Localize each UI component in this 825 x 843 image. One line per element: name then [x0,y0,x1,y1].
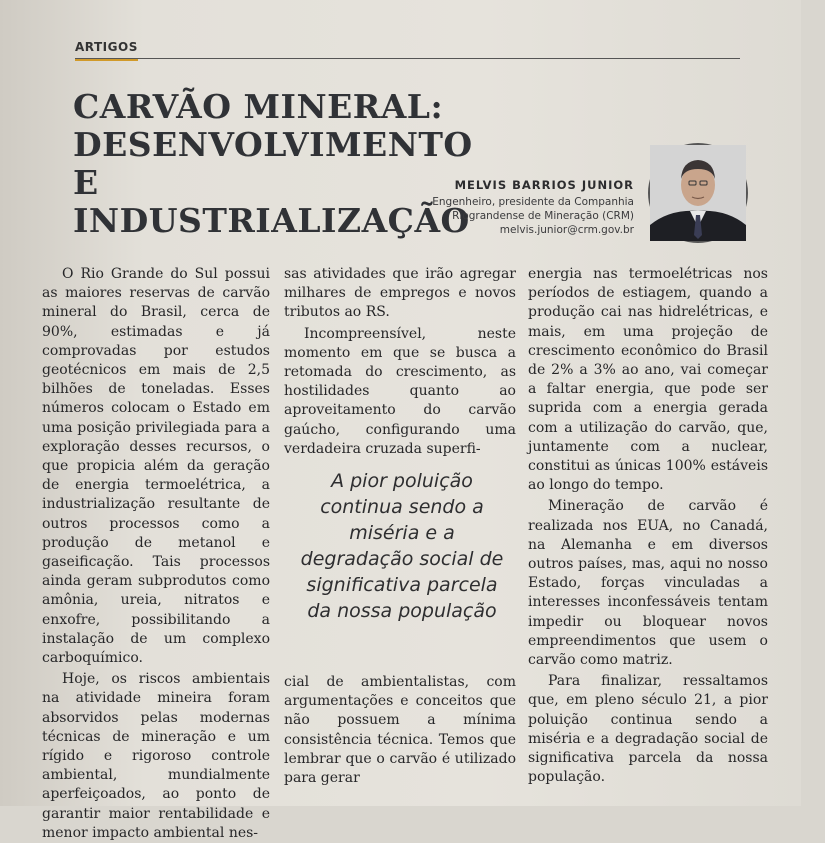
col2-paragraph-2: Incompreensível, neste momento em que se busca a retomada do crescimento, as hostilidades quanto ao aproveitamento do carvão gaúcho, configurando uma verdadeira cruzada superfi- [284,325,516,457]
headline-line-3: INDUSTRIALIZAÇÃO [73,201,470,240]
author-portrait-icon [650,145,746,241]
pull-quote: A pior poluição continua sendo a miséria e a degradação social de significativa parcela da nossa população [300,470,504,622]
col1-paragraph-1: O Rio Grande do Sul possui as maiores reservas de carvão mineral do Brasil, cerca de 90%, estimadas e já comprovadas por estudos geotécnicos em mais de 2,5 bilhões de toneladas. Esses números colocam o Estado em uma posição privilegiada para a exploração desses recursos, o que propicia além da geração de energia termoelétrica, a industrialização resultante de outros processos como a produção de metanol e gaseificação. Tais processos ainda geram subprodutos como amônia, ureia, nitratos e enxofre, possibilitando a instalação de um complexo carboquímico. [42,266,270,667]
author-avatar [648,143,748,243]
col3-paragraph-2: Mineração de carvão é realizada nos EUA, no Canadá, na Alemanha e em diversos outros países, mas, aqui no nosso Estado, forças vinculadas a interesses inconfessáveis tentam impedir ou bloquear novos empreendimentos que usem o carvão como matriz. [528,498,768,669]
section-rule [75,58,740,59]
column-1 [42,265,270,843]
author-email: melvis.junior@crm.gov.br [499,224,634,236]
col1-paragraph-2: Hoje, os riscos ambientais na atividade mineira foram absorvidos pelas modernas técnicas de mineração e um rígido e rigoroso controle ambiental, mundialmente aperfeiçoados, ao ponto de garantir maior rentabilidade e menor impacto ambiental nes- [42,671,270,841]
author-role-2: Riograndense de Mineração (CRM) [452,210,634,222]
headline [73,88,493,240]
byline [432,178,634,237]
author-info [432,195,634,237]
section-tag: ARTIGOS [75,40,138,61]
author-name: MELVIS BARRIOS JUNIOR [454,178,634,192]
col3-paragraph-1: energia nas termoelétricas nos períodos de estiagem, quando a produção cai nas hidrelétricas, e mais, em uma projeção de crescimento econômico do Brasil de 2% a 3% ao ano, vai começar a faltar energia, que pode ser suprida com a energia gerada com a utilização do carvão, que, juntamente com a nuclear, constitui as únicas 100% estáveis ao longo do tempo. [528,266,768,494]
col2-paragraph-1: sas atividades que irão agregar milhares de empregos e novos tributos ao RS. [284,266,516,321]
headline-line-2: DESENVOLVIMENTO E [73,125,473,202]
column-3 [528,265,768,787]
col3-paragraph-3: Para finalizar, ressaltamos que, em pleno século 21, a pior poluição continua sendo a miséria e a degradação social de significativa parcela da nossa população. [528,673,768,786]
col2-paragraph-3: cial de ambientalistas, com argumentações e conceitos que não possuem a mínima consistência técnica. Temos que lembrar que o carvão é utilizado para gerar [284,674,516,787]
column-2-continued [284,673,516,788]
column-2 [284,265,516,459]
headline-line-1: CARVÃO MINERAL: [73,87,444,126]
author-role-1: Engenheiro, presidente da Companhia [432,196,634,208]
